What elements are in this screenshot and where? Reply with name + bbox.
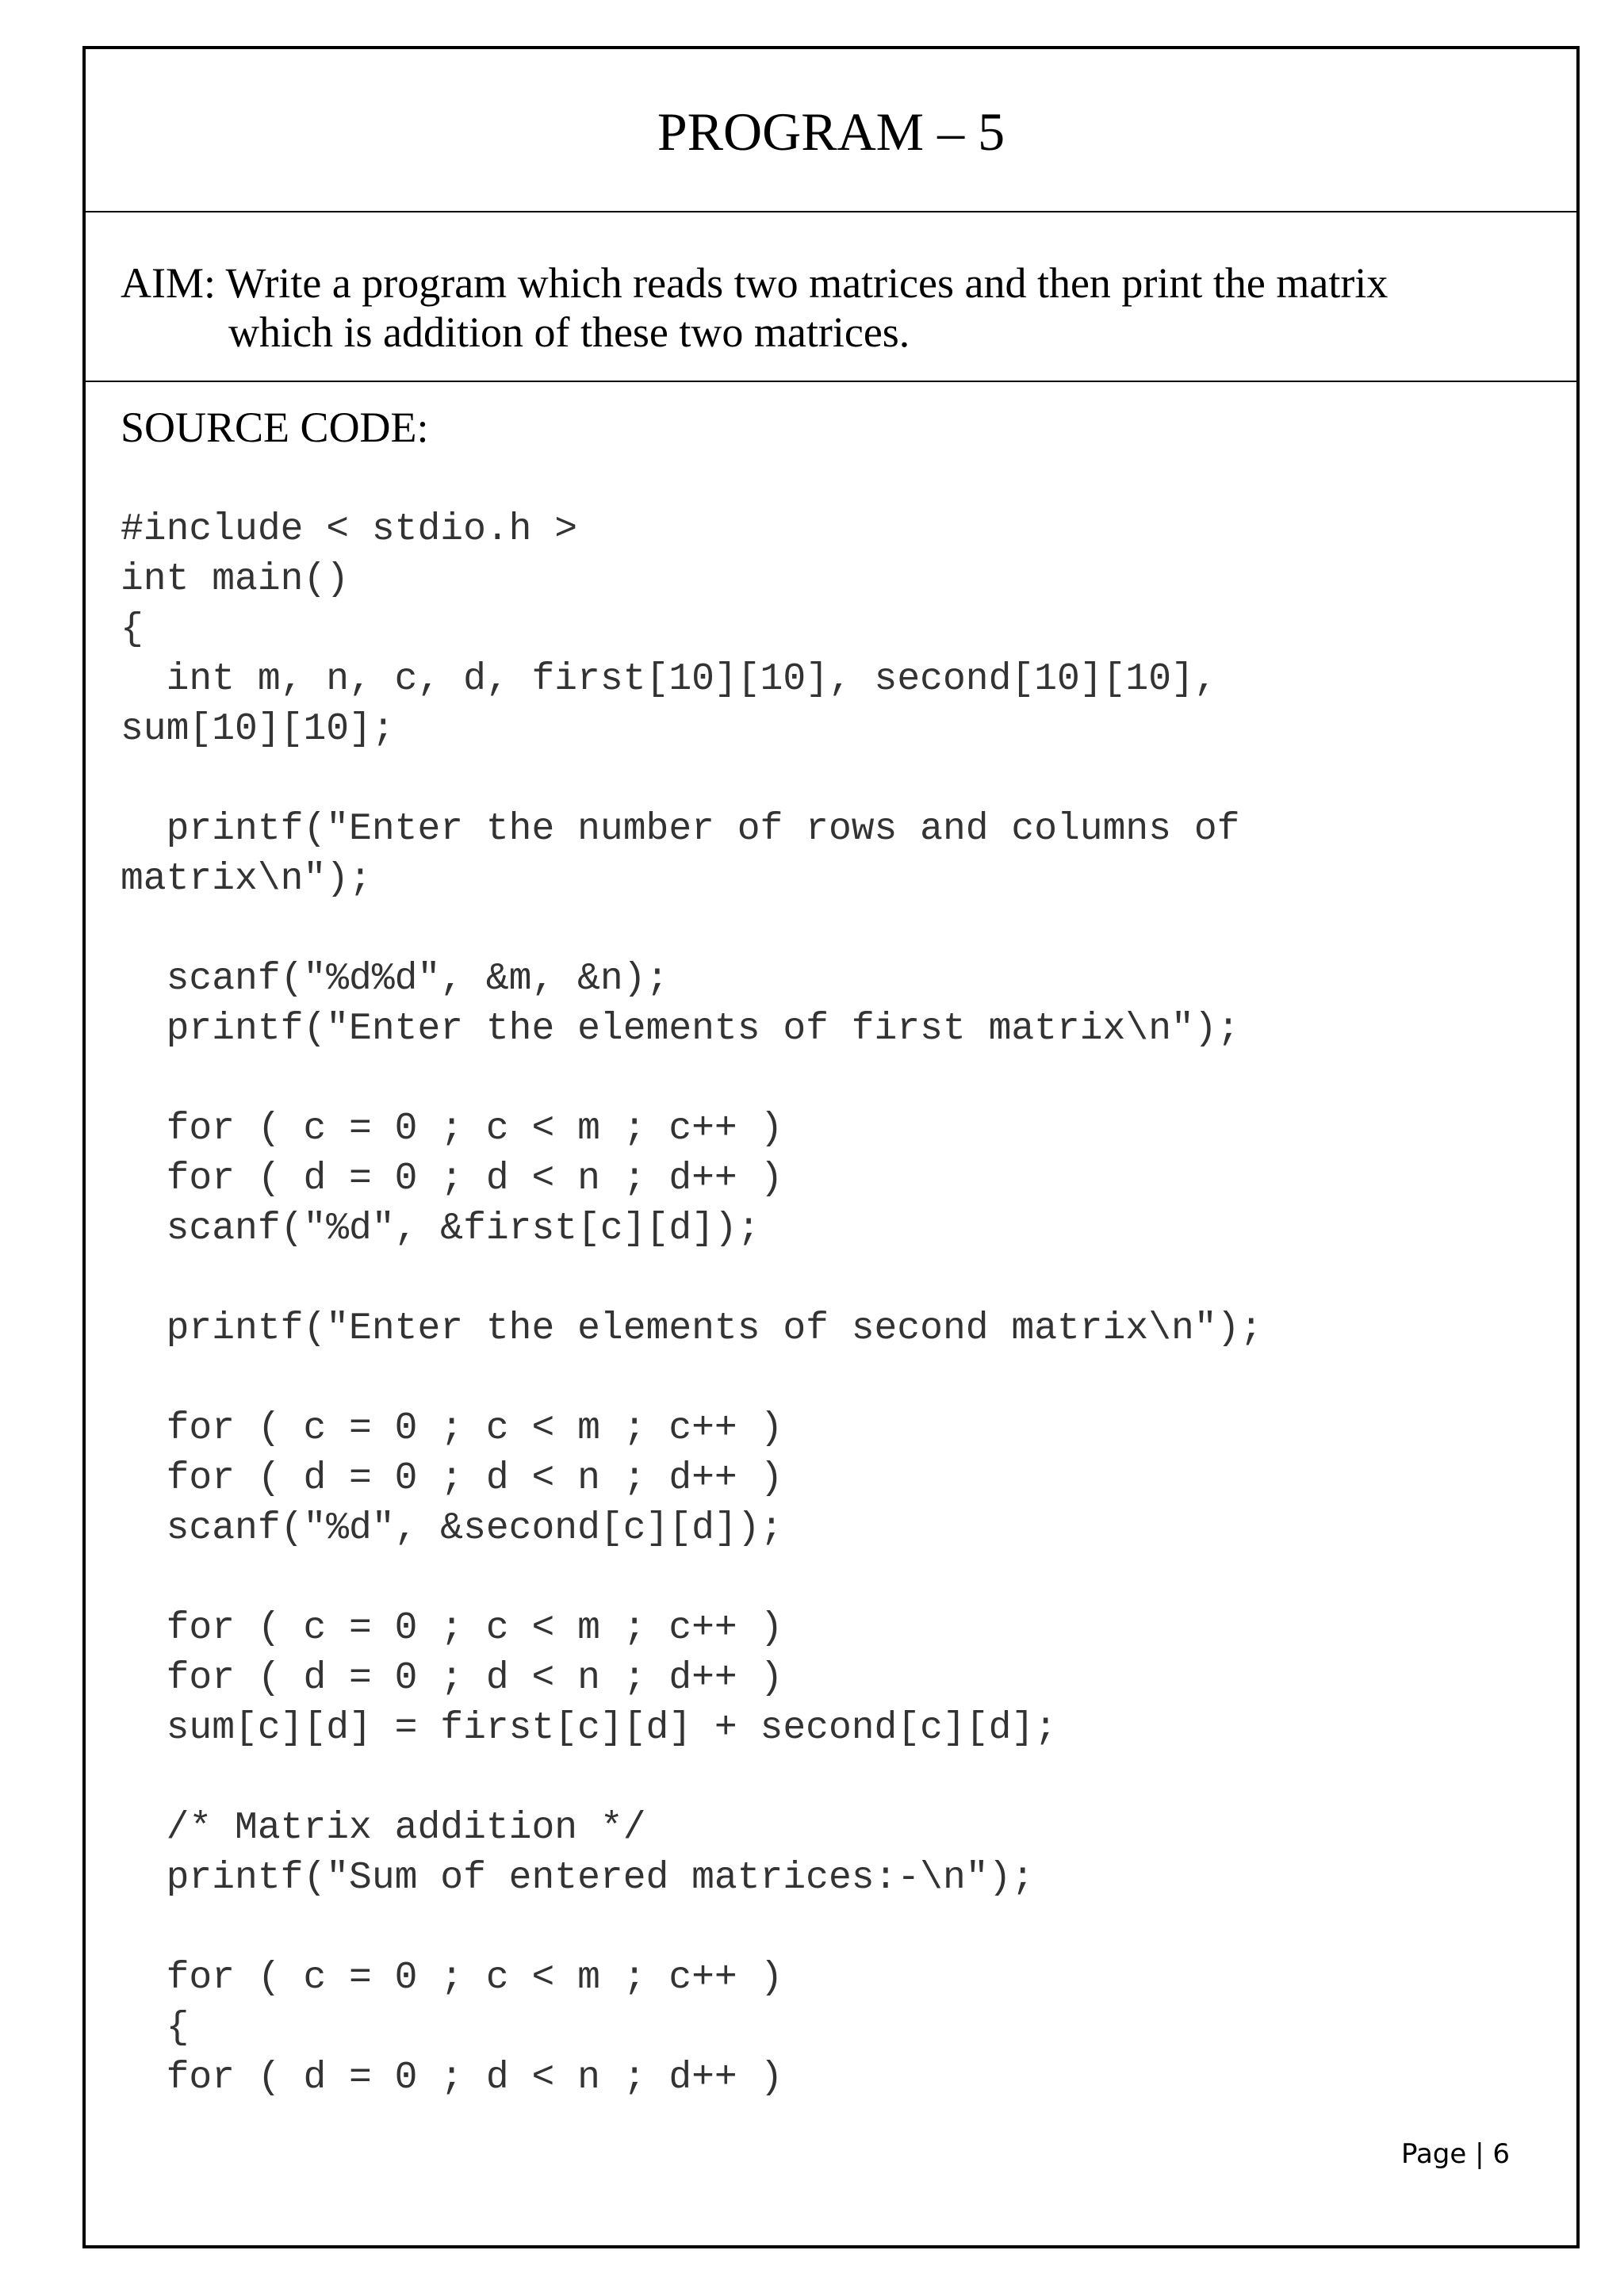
aim-section [86,212,1576,382]
code-line: for ( d = 0 ; d < n ; d++ ) [121,2057,783,2099]
code-line: printf("Enter the elements of first matrix\n"); [121,1008,1240,1050]
code-line: int m, n, c, d, first[10][10], second[10][10], [121,658,1217,701]
code-line: #include < stdio.h > [121,508,578,551]
code-line: for ( d = 0 ; d < n ; d++ ) [121,1457,783,1500]
aim-text-line-2: which is addition of these two matrices. [228,308,910,356]
code-line: printf("Enter the number of rows and columns of [121,808,1240,851]
code-line: for ( c = 0 ; c < m ; c++ ) [121,1108,783,1150]
code-line [121,905,1262,955]
code-line [121,1554,1262,1604]
page-frame [82,46,1580,2248]
code-line: printf("Enter the elements of second matrix\n"); [121,1307,1263,1350]
code-line [121,1904,1262,1954]
code-line: { [121,2007,190,2049]
code-line: sum[10][10]; [121,708,395,751]
code-line [121,1754,1262,1804]
code-line: for ( d = 0 ; d < n ; d++ ) [121,1657,783,1700]
aim-text-line-1: AIM: Write a program which reads two matrices and then print the matrix [121,259,1388,307]
code-line: /* Matrix addition */ [121,1807,646,1850]
code-line: for ( d = 0 ; d < n ; d++ ) [121,1158,783,1200]
code-line: matrix\n"); [121,858,372,901]
code-line [121,1054,1262,1104]
page-number: Page | 6 [1400,2138,1510,2170]
source-code-block [121,505,1262,2103]
code-line: sum[c][d] = first[c][d] + second[c][d]; [121,1707,1057,1750]
code-line [121,1354,1262,1404]
title-section [86,49,1576,212]
code-line: scanf("%d", &first[c][d]); [121,1207,760,1250]
code-line: { [121,608,144,651]
code-line: for ( c = 0 ; c < m ; c++ ) [121,1957,783,1999]
code-line: for ( c = 0 ; c < m ; c++ ) [121,1407,783,1450]
code-line [121,1254,1262,1304]
code-line: int main() [121,558,350,601]
code-line [121,755,1262,805]
code-line: for ( c = 0 ; c < m ; c++ ) [121,1607,783,1650]
code-line: scanf("%d%d", &m, &n); [121,958,669,1001]
code-line: scanf("%d", &second[c][d]); [121,1507,783,1550]
source-code-heading: SOURCE CODE: [121,404,429,451]
code-line: printf("Sum of entered matrices:-\n"); [121,1857,1035,1900]
program-title: PROGRAM – 5 [657,101,1005,162]
